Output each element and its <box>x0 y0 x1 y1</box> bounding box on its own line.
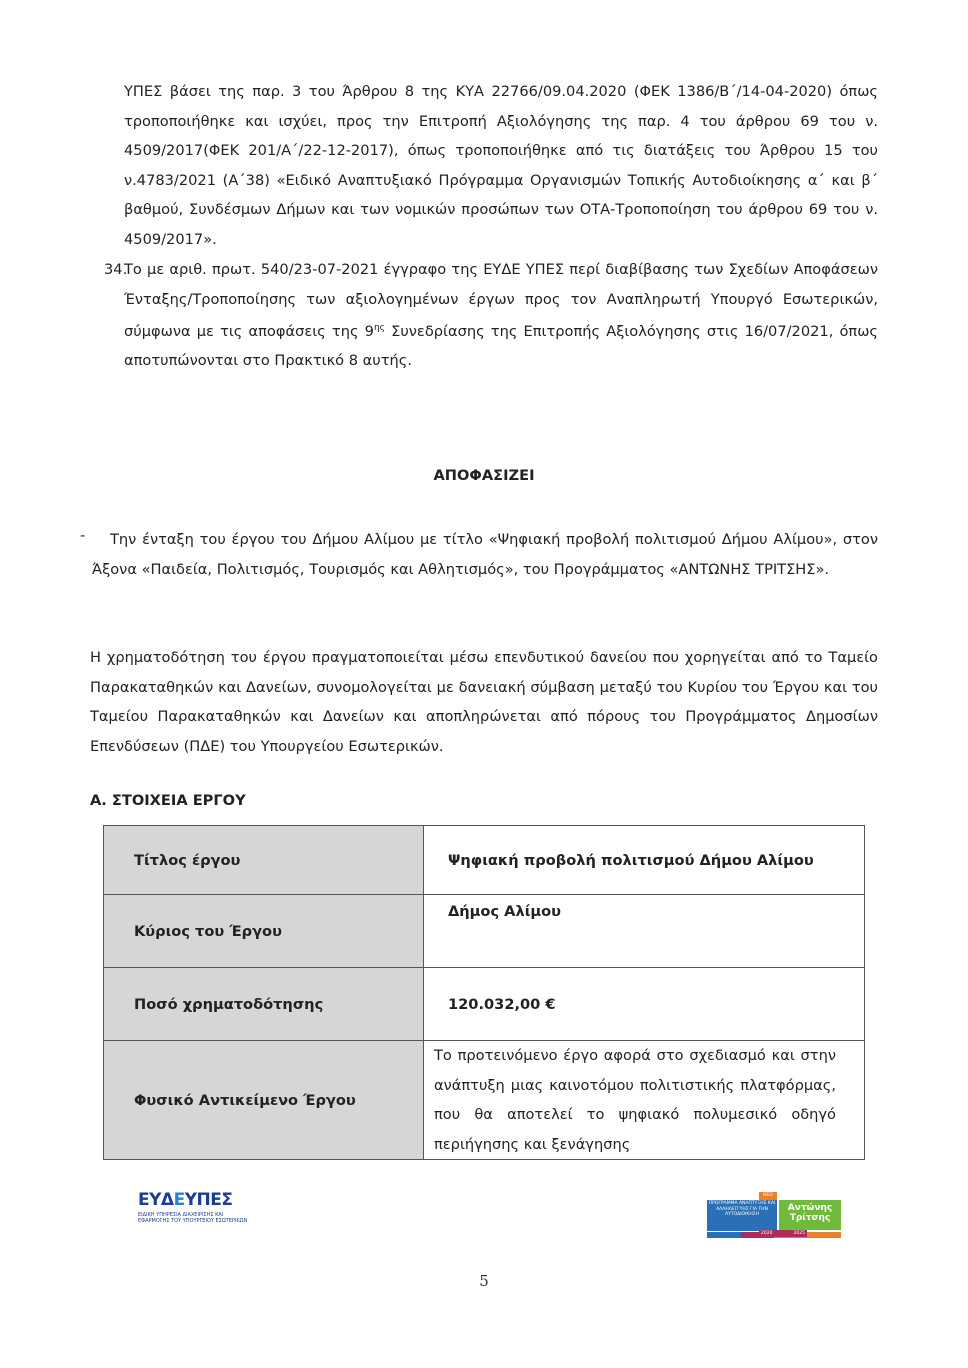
title-label: Τίτλος έργου <box>104 826 424 895</box>
list-item-number: 34. <box>104 261 128 278</box>
ordinal-superscript: ης <box>373 323 385 333</box>
table-row <box>104 1041 865 1160</box>
list-item-34 <box>104 255 878 376</box>
eyde-ypes-wordmark: ΕΥΔΕΥΠΕΣ <box>138 1190 233 1210</box>
list-item-text-end: Συνεδρίασης της Επιτροπής Αξιολόγησης στις 16/07/2021, όπως αποτυπώνονται στο Πρακτικό 8 αυτής. <box>124 322 878 370</box>
program-text-block: ΠΡΟΓΡΑΜΜΑ ΑΝΑΠΤΥΞΗΣ ΚΑΙ ΑΛΛΗΛΕΓΓΥΗΣ ΓΙΑ ΤΗΝ ΑΥΤΟΔΙΟΙΚΗΣΗ <box>707 1200 777 1231</box>
project-info-table <box>103 825 865 1160</box>
program-name-block: Αντώνης Τρίτσης <box>779 1200 841 1230</box>
amount-label: Ποσό χρηματοδότησης <box>104 968 424 1041</box>
eyde-ypes-subtitle: ΕΙΔΙΚΗ ΥΠΗΡΕΣΙΑ ΔΙΑΧΕΙΡΙΣΗΣ ΚΑΙ ΕΦΑΡΜΟΓΗΣ ΤΟΥ ΥΠΟΥΡΓΕΙΟΥ ΕΣΩΤΕΡΙΚΩΝ <box>138 1212 248 1224</box>
section-a-title: Α. ΣΤΟΙΧΕΙΑ ΕΡΓΟΥ <box>90 792 246 809</box>
table-row <box>104 895 865 968</box>
owner-label: Κύριος του Έργου <box>104 895 424 968</box>
decision-paragraph: Την ένταξη του έργου του Δήμου Αλίμου με τίτλο «Ψηφιακή προβολή πολιτισμού Δήμου Αλίμου», στον Άξονα «Παιδεία, Πολιτισμός, Τουρισμός και Αθλητισμός», του Προγράμματος «ΑΝΤΩΝΗΣ ΤΡΙΤΣΗΣ». <box>92 531 878 578</box>
table-row <box>104 826 865 895</box>
bullet-marker: - <box>80 527 86 544</box>
decision-heading: ΑΠΟΦΑΣΙΖΕΙ <box>433 467 535 484</box>
funding-paragraph: Η χρηματοδότηση του έργου πραγματοποιείται μέσω επενδυτικού δανείου που χορηγείται από το Ταμείο Παρακαταθηκών και Δανείων, συνομολογείται με δανειακή σύμβαση μεταξύ του Κυρίου του Έργου και του Ταμείου Παρακαταθηκών και Δανείων και αποπληρώνεται από πόρους του Προγράμματος Δημοσίων Επενδύσεων (ΠΔΕ) του Υπουργείου Εσωτερικών. <box>90 649 878 755</box>
new-badge: ΝΕΟ <box>759 1192 777 1200</box>
program-years: 2020 2025 <box>761 1231 805 1236</box>
object-label: Φυσικό Αντικείμενο Έργου <box>104 1041 424 1160</box>
title-value: Ψηφιακή προβολή πολιτισμού Δήμου Αλίμου <box>424 826 865 895</box>
list-item-text: Το με αριθ. πρωτ. 540/23-07-2021 έγγραφο της ΕΥΔΕ ΥΠΕΣ περί διαβίβασης των Σχεδίων Αποφάσεων Ένταξης/Τροποποίησης των αξιολογημένων έργων προς τον Αναπληρωτή Υπουργό Εσωτερικών, σύμφωνα με τις αποφάσεις της 9 <box>124 261 878 340</box>
owner-value: Δήμος Αλίμου <box>424 895 865 968</box>
amount-value: 120.032,00 € <box>424 968 865 1041</box>
eyde-ypes-logo <box>138 1190 248 1224</box>
page-number: 5 <box>479 1272 489 1290</box>
table-row <box>104 968 865 1041</box>
antonis-tritsis-logo <box>707 1192 841 1242</box>
object-value: Το προτεινόμενο έργο αφορά στο σχεδιασμό και στην ανάπτυξη μιας καινοτόμου πολιτιστικής πλατφόρμας, που θα αποτελεί το ψηφιακό πολυμεσικό οδηγό περιήγησης και ξενάγησης <box>424 1041 865 1160</box>
top-paragraph: ΥΠΕΣ βάσει της παρ. 3 του Άρθρου 8 της ΚΥΑ 22766/09.04.2020 (ΦΕΚ 1386/Β΄/14-04-2020) όπως τροποποιήθηκε και ισχύει, προς την Επιτροπή Αξιολόγησης της παρ. 4 του άρθρου 69 του ν. 4509/2017(ΦΕΚ 201/Α΄/22-12-2017), όπως τροποποιήθηκε από τις διατάξεις του Άρθρου 15 του ν.4783/2021 (Α΄38) «Ειδικό Αναπτυξιακό Πρόγραμμα Οργανισμών Τοπικής Αυτοδιοίκησης α΄ και β΄ βαθμού, Συνδέσμων Δήμων και των νομικών προσώπων των ΟΤΑ-Τροποποίηση του άρθρου 69 του ν. 4509/2017». <box>124 83 878 248</box>
